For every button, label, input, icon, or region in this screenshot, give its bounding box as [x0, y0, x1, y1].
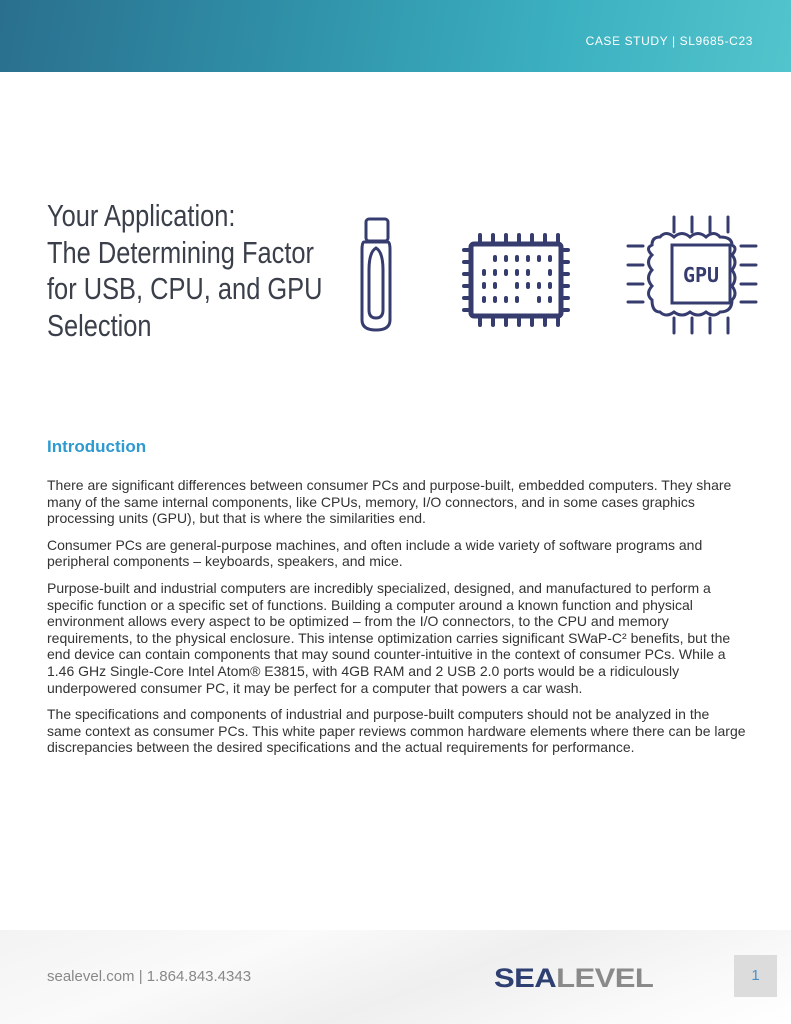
body-text	[47, 477, 747, 766]
case-study-label: CASE STUDY | SL9685-C23	[585, 34, 753, 48]
paragraph: There are significant differences between consumer PCs and purpose-built, embedded computers. They share many of the same internal components, like CPUs, memory, I/O connectors, and in some cases graphics processing units (GPU), but that is where the similarities end.	[47, 477, 732, 527]
logo-part: SEA	[494, 963, 557, 993]
title-line: The Determining Factor	[47, 234, 315, 270]
section-heading: Introduction	[47, 437, 147, 456]
title-line: Selection	[47, 307, 152, 343]
usb-drive-icon	[362, 219, 390, 330]
page-title	[47, 198, 322, 344]
cpu-chip-icon	[464, 235, 568, 325]
header-band	[0, 0, 791, 72]
paragraph: Consumer PCs are general-purpose machines, and often include a wide variety of software programs and peripheral components – keyboards, speakers, and mice.	[47, 536, 703, 570]
footer	[0, 930, 791, 1024]
sealevel-logo	[494, 963, 653, 994]
gpu-chip-icon	[628, 217, 756, 333]
title-line: for USB, CPU, and GPU	[47, 271, 323, 306]
icon-group	[340, 200, 780, 350]
paragraph: Purpose-built and industrial computers are incredibly specialized, designed, and manufactured to perform a specific function or a specific set of functions. Building a computer around a known function and physical environment allows every aspect to be optimized – from the I/O connectors, to the CPU and memory requirements, to the physical enclosure. This intense optimization carries significant SWaP-C² benefits, but the end device can contain components that may sound counter-intuitive in the context of consumer PCs. While a 1.46 GHz Single-Core Intel Atom® E3815, with 4GB RAM and 2 USB 2.0 ports would be a ridiculously underpowered consumer PC, it may be perfect for a computer that powers a car wash.	[47, 579, 731, 696]
title-line: Your Application:	[47, 198, 236, 233]
paragraph: The specifications and components of industrial and purpose-built computers should not be analyzed in the same context as consumer PCs. This white paper reviews common hardware elements where there can be large discrepancies between the desired specifications and the actual requirements for performance.	[47, 706, 746, 756]
page-number: 1	[734, 955, 777, 997]
logo-part: LEVEL	[556, 963, 654, 993]
gpu-label: GPU	[682, 263, 720, 287]
footer-contact: sealevel.com | 1.864.843.4343	[47, 968, 252, 985]
